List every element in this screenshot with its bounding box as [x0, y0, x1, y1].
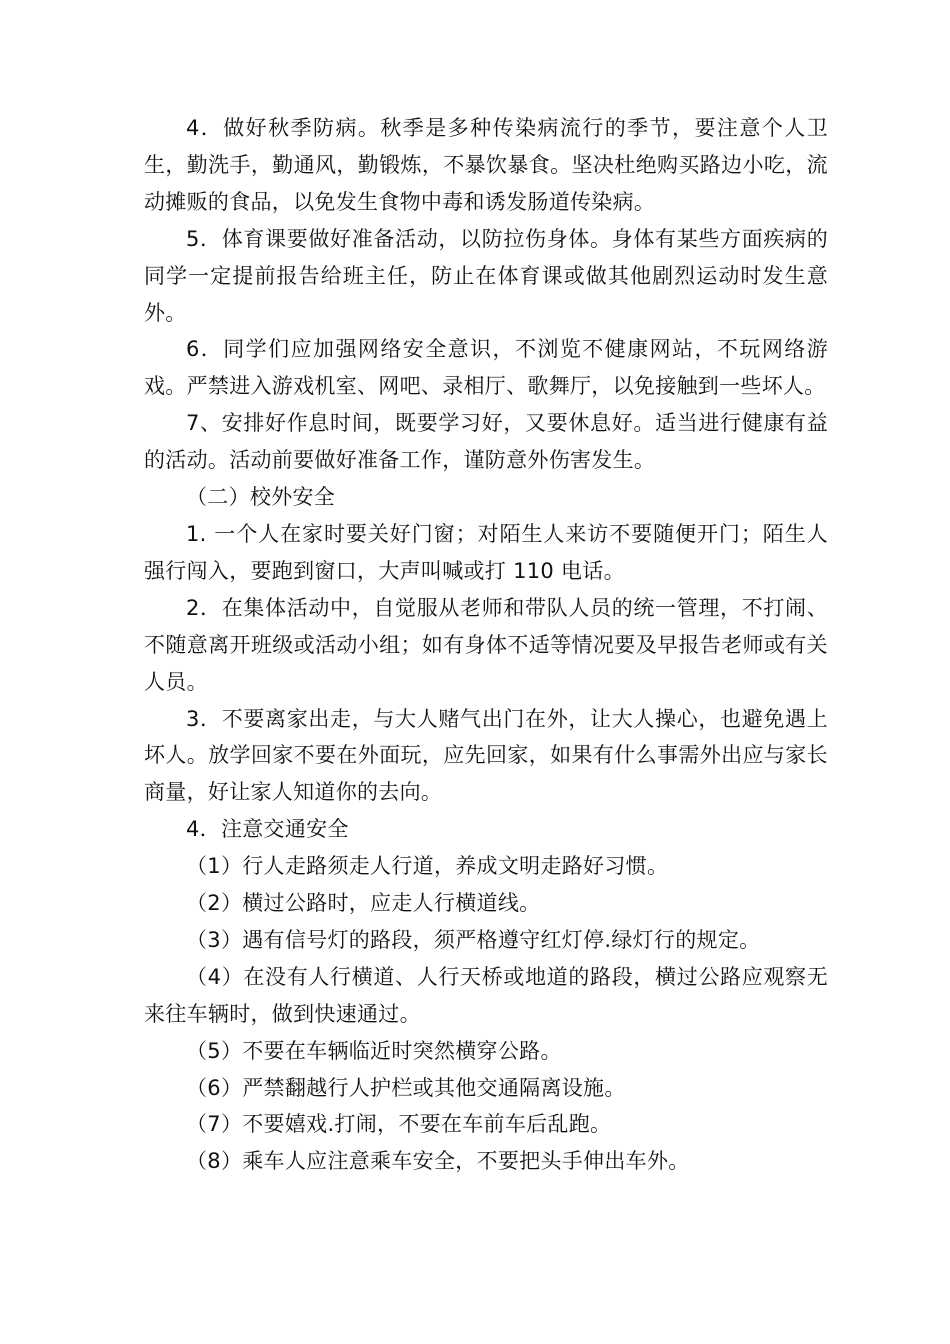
document-body	[144, 110, 828, 1180]
paragraph-schedule-rest: 7、安排好作息时间，既要学习好，又要休息好。适当进行健康有益的活动。活动前要做好准备工作，谨防意外伤害发生。	[144, 411, 828, 473]
paragraph-autumn-disease-prevention: 4．做好秋季防病。秋季是多种传染病流行的季节，要注意个人卫生，勤洗手，勤通风，勤锻炼，不暴饮暴食。坚决杜绝购买路边小吃，流动摊贩的食品，以免发生食物中毒和诱发肠道传染病。	[144, 116, 828, 214]
list-item-traffic-7: （7）不要嬉戏.打闹，不要在车前车后乱跑。	[186, 1112, 612, 1137]
list-item-traffic-8: （8）乘车人应注意乘车安全，不要把头手伸出车外。	[186, 1149, 690, 1174]
section-heading-off-campus-safety: （二）校外安全	[186, 485, 336, 510]
list-item-traffic-5: （5）不要在车辆临近时突然横穿公路。	[186, 1038, 562, 1063]
list-item-traffic-4: （4）在没有人行横道、人行天桥或地道的路段，横过公路应观察无来往车辆时，做到快速通过。	[144, 964, 828, 1026]
paragraph-group-activities: 2．在集体活动中，自觉服从老师和带队人员的统一管理，不打闹、不随意离开班级或活动小组；如有身体不适等情况要及早报告老师或有关人员。	[144, 595, 828, 694]
paragraph-no-running-away: 3．不要离家出走，与大人赌气出门在外，让大人操心，也避免遇上坏人。放学回家不要在外面玩，应先回家，如果有什么事需外出应与家长商量，好让家人知道你的去向。	[144, 706, 828, 805]
paragraph-home-alone: 1. 一个人在家时要关好门窗；对陌生人来访不要随便开门；陌生人强行闯入，要跑到窗口，大声叫喊或打 110 电话。	[144, 521, 828, 583]
paragraph-pe-class-preparation: 5．体育课要做好准备活动，以防拉伤身体。身体有某些方面疾病的同学一定提前报告给班主任，防止在体育课或做其他剧烈运动时发生意外。	[144, 226, 828, 325]
list-item-traffic-3: （3）遇有信号灯的路段，须严格遵守红灯停.绿灯行的规定。	[186, 927, 761, 952]
subheading-traffic-safety: 4．注意交通安全	[186, 817, 349, 842]
list-item-traffic-2: （2）横过公路时，应走人行横道线。	[186, 891, 541, 916]
list-item-traffic-6: （6）严禁翻越行人护栏或其他交通隔离设施。	[186, 1075, 626, 1100]
list-item-traffic-1: （1）行人走路须走人行道，养成文明走路好习惯。	[186, 854, 669, 879]
paragraph-internet-safety: 6．同学们应加强网络安全意识，不浏览不健康网站，不玩网络游戏。严禁进入游戏机室、网吧、录相厅、歌舞厅，以免接触到一些坏人。	[144, 337, 828, 399]
